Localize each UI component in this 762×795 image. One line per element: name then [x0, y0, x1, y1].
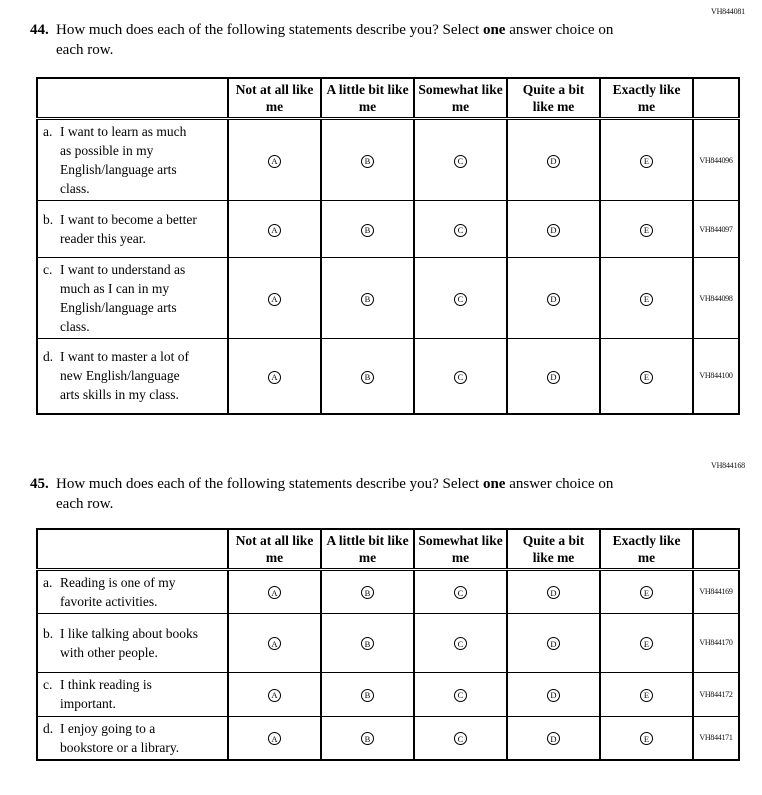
item-code: VH844170: [693, 613, 739, 672]
prompt-text-start: How much does each of the following statements describe you? Select: [56, 475, 483, 492]
answer-bubble-e[interactable]: E: [640, 155, 653, 168]
column-header-exactly-like: Exactly like me: [600, 78, 693, 119]
option-cell: [600, 569, 693, 613]
column-header-not-at-all: Not at all like me: [228, 78, 321, 119]
option-cell: [228, 716, 321, 760]
prompt-text-end: answer choice on each row.: [56, 22, 614, 58]
option-cell: [228, 339, 321, 414]
option-cell: [507, 119, 600, 201]
statement-cell: [37, 201, 228, 258]
answer-bubble-e[interactable]: E: [640, 224, 653, 237]
accession-code-45: VH844168: [711, 460, 745, 470]
answer-bubble-e[interactable]: E: [640, 586, 653, 599]
prompt-text-end: answer choice on each row.: [56, 475, 614, 512]
answer-bubble-b[interactable]: B: [361, 293, 374, 306]
answer-bubble-c[interactable]: C: [454, 224, 467, 237]
question-44-prompt: [30, 20, 630, 60]
item-code: VH844169: [693, 569, 739, 613]
item-code: VH844096: [693, 119, 739, 201]
table-row: [37, 119, 739, 201]
column-header-somewhat: Somewhat like me: [414, 78, 507, 119]
row-letter: a.: [43, 124, 53, 139]
answer-bubble-d[interactable]: D: [547, 293, 560, 306]
column-header-a-little-bit: A little bit like me: [321, 78, 414, 119]
accession-code-44: VH844081: [711, 7, 745, 16]
option-cell: [321, 201, 414, 258]
code-header-blank: [693, 529, 739, 570]
table-row: [37, 258, 739, 339]
statement-cell: [37, 672, 228, 716]
option-cell: [414, 672, 507, 716]
option-cell: [321, 258, 414, 339]
option-cell: [321, 613, 414, 672]
option-cell: [507, 569, 600, 613]
option-cell: [414, 201, 507, 258]
column-header-quite-a-bit: Quite a bit like me: [507, 529, 600, 570]
column-header-quite-a-bit: Quite a bit like me: [507, 78, 600, 119]
answer-bubble-d[interactable]: D: [547, 637, 560, 650]
answer-bubble-c[interactable]: C: [454, 732, 467, 745]
row-letter: b.: [43, 212, 54, 227]
prompt-text-start: How much does each of the following statements describe you? Select: [56, 22, 483, 38]
table-row: [37, 613, 739, 672]
statement-text: I want to learn as much as possible in my English/language arts class.: [60, 124, 187, 196]
option-cell: [321, 339, 414, 414]
answer-bubble-b[interactable]: B: [361, 155, 374, 168]
answer-bubble-e[interactable]: E: [640, 371, 653, 384]
option-cell: [600, 716, 693, 760]
option-cell: [228, 119, 321, 201]
answer-bubble-b[interactable]: B: [361, 586, 374, 599]
answer-bubble-c[interactable]: C: [454, 155, 467, 168]
option-cell: [414, 569, 507, 613]
option-cell: [600, 258, 693, 339]
option-cell: [228, 201, 321, 258]
question-45-prompt: [30, 474, 630, 514]
answer-bubble-a[interactable]: A: [268, 371, 281, 384]
statement-text: I want to understand as much as I can in my English/language arts class.: [60, 262, 186, 334]
answer-bubble-d[interactable]: D: [547, 371, 560, 384]
response-matrix-44: [36, 77, 740, 415]
column-header-exactly-like: Exactly like me: [600, 529, 693, 570]
column-header-not-at-all: Not at all like me: [228, 529, 321, 570]
statement-text: I like talking about books with other people.: [60, 625, 198, 660]
answer-bubble-e[interactable]: E: [640, 732, 653, 745]
answer-bubble-b[interactable]: B: [361, 371, 374, 384]
option-cell: [600, 119, 693, 201]
option-cell: [228, 613, 321, 672]
table-row: [37, 201, 739, 258]
option-cell: [414, 716, 507, 760]
answer-bubble-c[interactable]: C: [454, 586, 467, 599]
option-cell: [321, 672, 414, 716]
answer-bubble-a[interactable]: A: [268, 637, 281, 650]
row-letter: c.: [43, 262, 53, 277]
answer-bubble-b[interactable]: B: [361, 224, 374, 237]
option-cell: [414, 339, 507, 414]
statement-header-blank: [37, 529, 228, 570]
answer-bubble-a[interactable]: A: [268, 689, 281, 702]
header-row: [37, 529, 739, 570]
question-number: 45.: [30, 475, 49, 492]
prompt-text-bold: one: [482, 475, 506, 492]
statement-cell: [37, 258, 228, 339]
response-matrix-45: [36, 528, 740, 761]
row-letter: c.: [43, 677, 53, 692]
row-letter: b.: [43, 625, 54, 641]
column-header-somewhat: Somewhat like me: [414, 529, 507, 570]
header-row: [37, 78, 739, 119]
option-cell: [228, 672, 321, 716]
item-code: VH844098: [693, 258, 739, 339]
row-letter: d.: [43, 720, 54, 736]
statement-cell: [37, 339, 228, 414]
statement-cell: [37, 569, 228, 613]
answer-bubble-a[interactable]: A: [268, 155, 281, 168]
item-code: VH844100: [693, 339, 739, 414]
question-number: 44.: [30, 22, 49, 38]
column-header-a-little-bit: A little bit like me: [321, 529, 414, 570]
answer-bubble-c[interactable]: C: [454, 689, 467, 702]
option-cell: [321, 716, 414, 760]
option-cell: [228, 569, 321, 613]
answer-bubble-d[interactable]: D: [547, 224, 560, 237]
table-row: [37, 672, 739, 716]
answer-bubble-e[interactable]: E: [640, 689, 653, 702]
answer-bubble-a[interactable]: A: [268, 732, 281, 745]
statement-text: I enjoy going to a bookstore or a library.: [60, 720, 180, 755]
option-cell: [507, 672, 600, 716]
option-cell: [507, 258, 600, 339]
statement-header-blank: [37, 78, 228, 119]
prompt-text-bold: one: [482, 22, 506, 38]
statement-cell: [37, 119, 228, 201]
statement-text: I want to master a lot of new English/language arts skills in my class.: [60, 349, 189, 403]
answer-bubble-c[interactable]: C: [454, 371, 467, 384]
option-cell: [507, 613, 600, 672]
option-cell: [414, 613, 507, 672]
code-header-blank: [693, 78, 739, 119]
row-letter: a.: [43, 574, 53, 590]
statement-text: I want to become a better reader this year.: [60, 212, 197, 246]
question-text: [56, 474, 616, 514]
answer-bubble-a[interactable]: A: [268, 293, 281, 306]
answer-bubble-d[interactable]: D: [547, 155, 560, 168]
statement-cell: [37, 613, 228, 672]
answer-bubble-d[interactable]: D: [547, 732, 560, 745]
statement-text: I think reading is important.: [60, 677, 152, 711]
answer-bubble-d[interactable]: D: [547, 689, 560, 702]
option-cell: [228, 258, 321, 339]
table-row: [37, 716, 739, 760]
option-cell: [414, 119, 507, 201]
table-row: [37, 339, 739, 414]
row-letter: d.: [43, 349, 54, 365]
option-cell: [600, 201, 693, 258]
answer-bubble-c[interactable]: C: [454, 637, 467, 650]
option-cell: [600, 613, 693, 672]
option-cell: [414, 258, 507, 339]
answer-bubble-e[interactable]: E: [640, 293, 653, 306]
option-cell: [600, 339, 693, 414]
option-cell: [321, 569, 414, 613]
statement-cell: [37, 716, 228, 760]
answer-bubble-a[interactable]: A: [268, 224, 281, 237]
answer-bubble-b[interactable]: B: [361, 732, 374, 745]
answer-bubble-d[interactable]: D: [547, 586, 560, 599]
answer-bubble-b[interactable]: B: [361, 637, 374, 650]
option-cell: [321, 119, 414, 201]
answer-bubble-b[interactable]: B: [361, 689, 374, 702]
option-cell: [600, 672, 693, 716]
answer-bubble-c[interactable]: C: [454, 293, 467, 306]
statement-text: Reading is one of my favorite activities.: [60, 574, 176, 609]
option-cell: [507, 201, 600, 258]
option-cell: [507, 339, 600, 414]
item-code: VH844097: [693, 201, 739, 258]
table-row: [37, 569, 739, 613]
option-cell: [507, 716, 600, 760]
question-text: [56, 20, 616, 60]
answer-bubble-a[interactable]: A: [268, 586, 281, 599]
item-code: VH844171: [693, 716, 739, 760]
answer-bubble-e[interactable]: E: [640, 637, 653, 650]
item-code: VH844172: [693, 672, 739, 716]
